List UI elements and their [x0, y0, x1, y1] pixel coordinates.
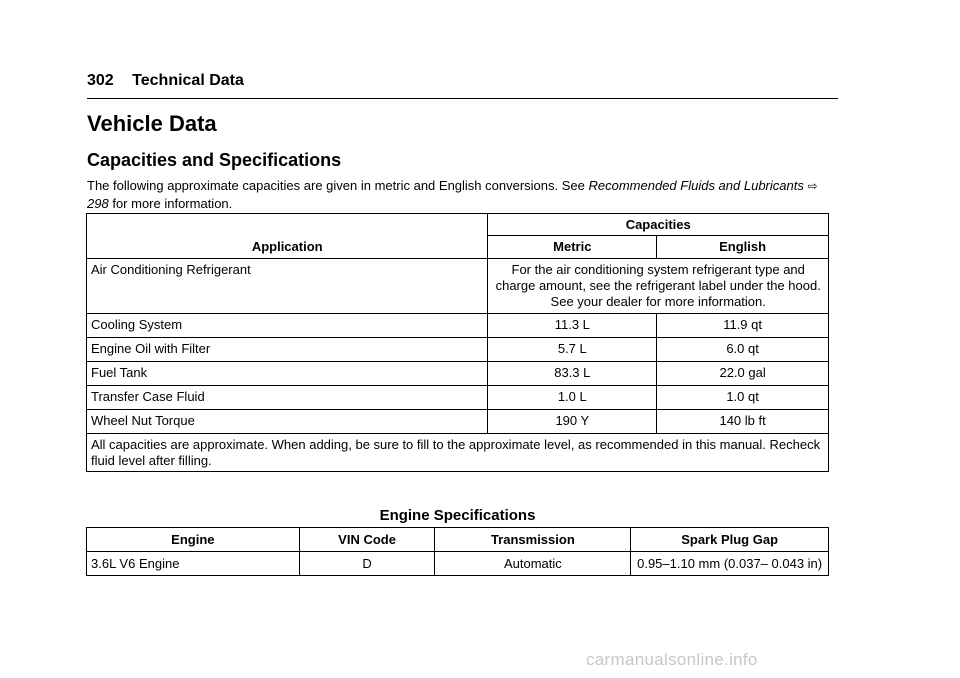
- section-subheading: Capacities and Specifications: [87, 150, 342, 170]
- intro-text-after: for more information.: [112, 196, 233, 211]
- application-cell: Cooling System: [87, 314, 488, 338]
- page-reference-icon: ⇨: [807, 179, 818, 193]
- transmission-cell: Automatic: [435, 552, 631, 576]
- application-cell: Transfer Case Fluid: [87, 386, 488, 410]
- table-row: [87, 314, 829, 338]
- column-header-english: English: [657, 236, 829, 259]
- column-header-metric: Metric: [488, 236, 657, 259]
- table-footnote-row: [87, 434, 829, 472]
- recommended-fluids-link[interactable]: Recommended Fluids and Lubricants: [588, 178, 804, 193]
- engine-specifications-table: [86, 527, 829, 576]
- english-cell: 1.0 qt: [657, 386, 829, 410]
- watermark: carmanualsonline.info: [586, 650, 758, 669]
- english-cell: 6.0 qt: [657, 338, 829, 362]
- application-cell: Engine Oil with Filter: [87, 338, 488, 362]
- intro-text: The following approximate capacities are given in metric and English conversions. See: [87, 178, 585, 193]
- application-cell: Air Conditioning Refrigerant: [87, 259, 488, 314]
- application-cell: Fuel Tank: [87, 362, 488, 386]
- column-header-engine: Engine: [87, 528, 300, 552]
- column-header-vin-code: VIN Code: [299, 528, 435, 552]
- column-header-spark-plug-gap: Spark Plug Gap: [631, 528, 829, 552]
- application-cell: Wheel Nut Torque: [87, 410, 488, 434]
- table-row: [87, 552, 829, 576]
- table-row: [87, 338, 829, 362]
- engine-specifications-title: Engine Specifications: [379, 507, 536, 524]
- table-row: [87, 362, 829, 386]
- table-row: [87, 410, 829, 434]
- reference-page-number[interactable]: 298: [87, 196, 109, 211]
- section-title: Technical Data: [132, 72, 244, 89]
- english-cell: 11.9 qt: [657, 314, 829, 338]
- table-row: [87, 386, 829, 410]
- metric-cell: 11.3 L: [488, 314, 657, 338]
- page-number: 302: [87, 72, 114, 89]
- english-cell: 22.0 gal: [657, 362, 829, 386]
- page-header: [87, 72, 838, 90]
- english-cell: 140 lb ft: [657, 410, 829, 434]
- metric-cell: 190 Y: [488, 410, 657, 434]
- intro-paragraph: [87, 177, 832, 212]
- capacities-footnote: All capacities are approximate. When adding, be sure to fill to the approximate level, as recommended in this manual. Recheck fluid level after filling.: [87, 434, 829, 472]
- header-divider: [87, 98, 838, 99]
- column-header-application: Application: [87, 214, 488, 259]
- table-row: [87, 259, 829, 314]
- metric-cell: 83.3 L: [488, 362, 657, 386]
- refrigerant-note-cell: For the air conditioning system refrigerant type and charge amount, see the refrigerant label under the hood. See your dealer for more information.: [488, 259, 829, 314]
- spark-plug-gap-cell: 0.95–1.10 mm (0.037– 0.043 in): [631, 552, 829, 576]
- metric-cell: 5.7 L: [488, 338, 657, 362]
- metric-cell: 1.0 L: [488, 386, 657, 410]
- column-header-transmission: Transmission: [435, 528, 631, 552]
- column-group-capacities: Capacities: [488, 214, 829, 236]
- page-heading: Vehicle Data: [87, 111, 217, 136]
- capacities-table: [86, 213, 829, 472]
- vin-code-cell: D: [299, 552, 435, 576]
- engine-cell: 3.6L V6 Engine: [87, 552, 300, 576]
